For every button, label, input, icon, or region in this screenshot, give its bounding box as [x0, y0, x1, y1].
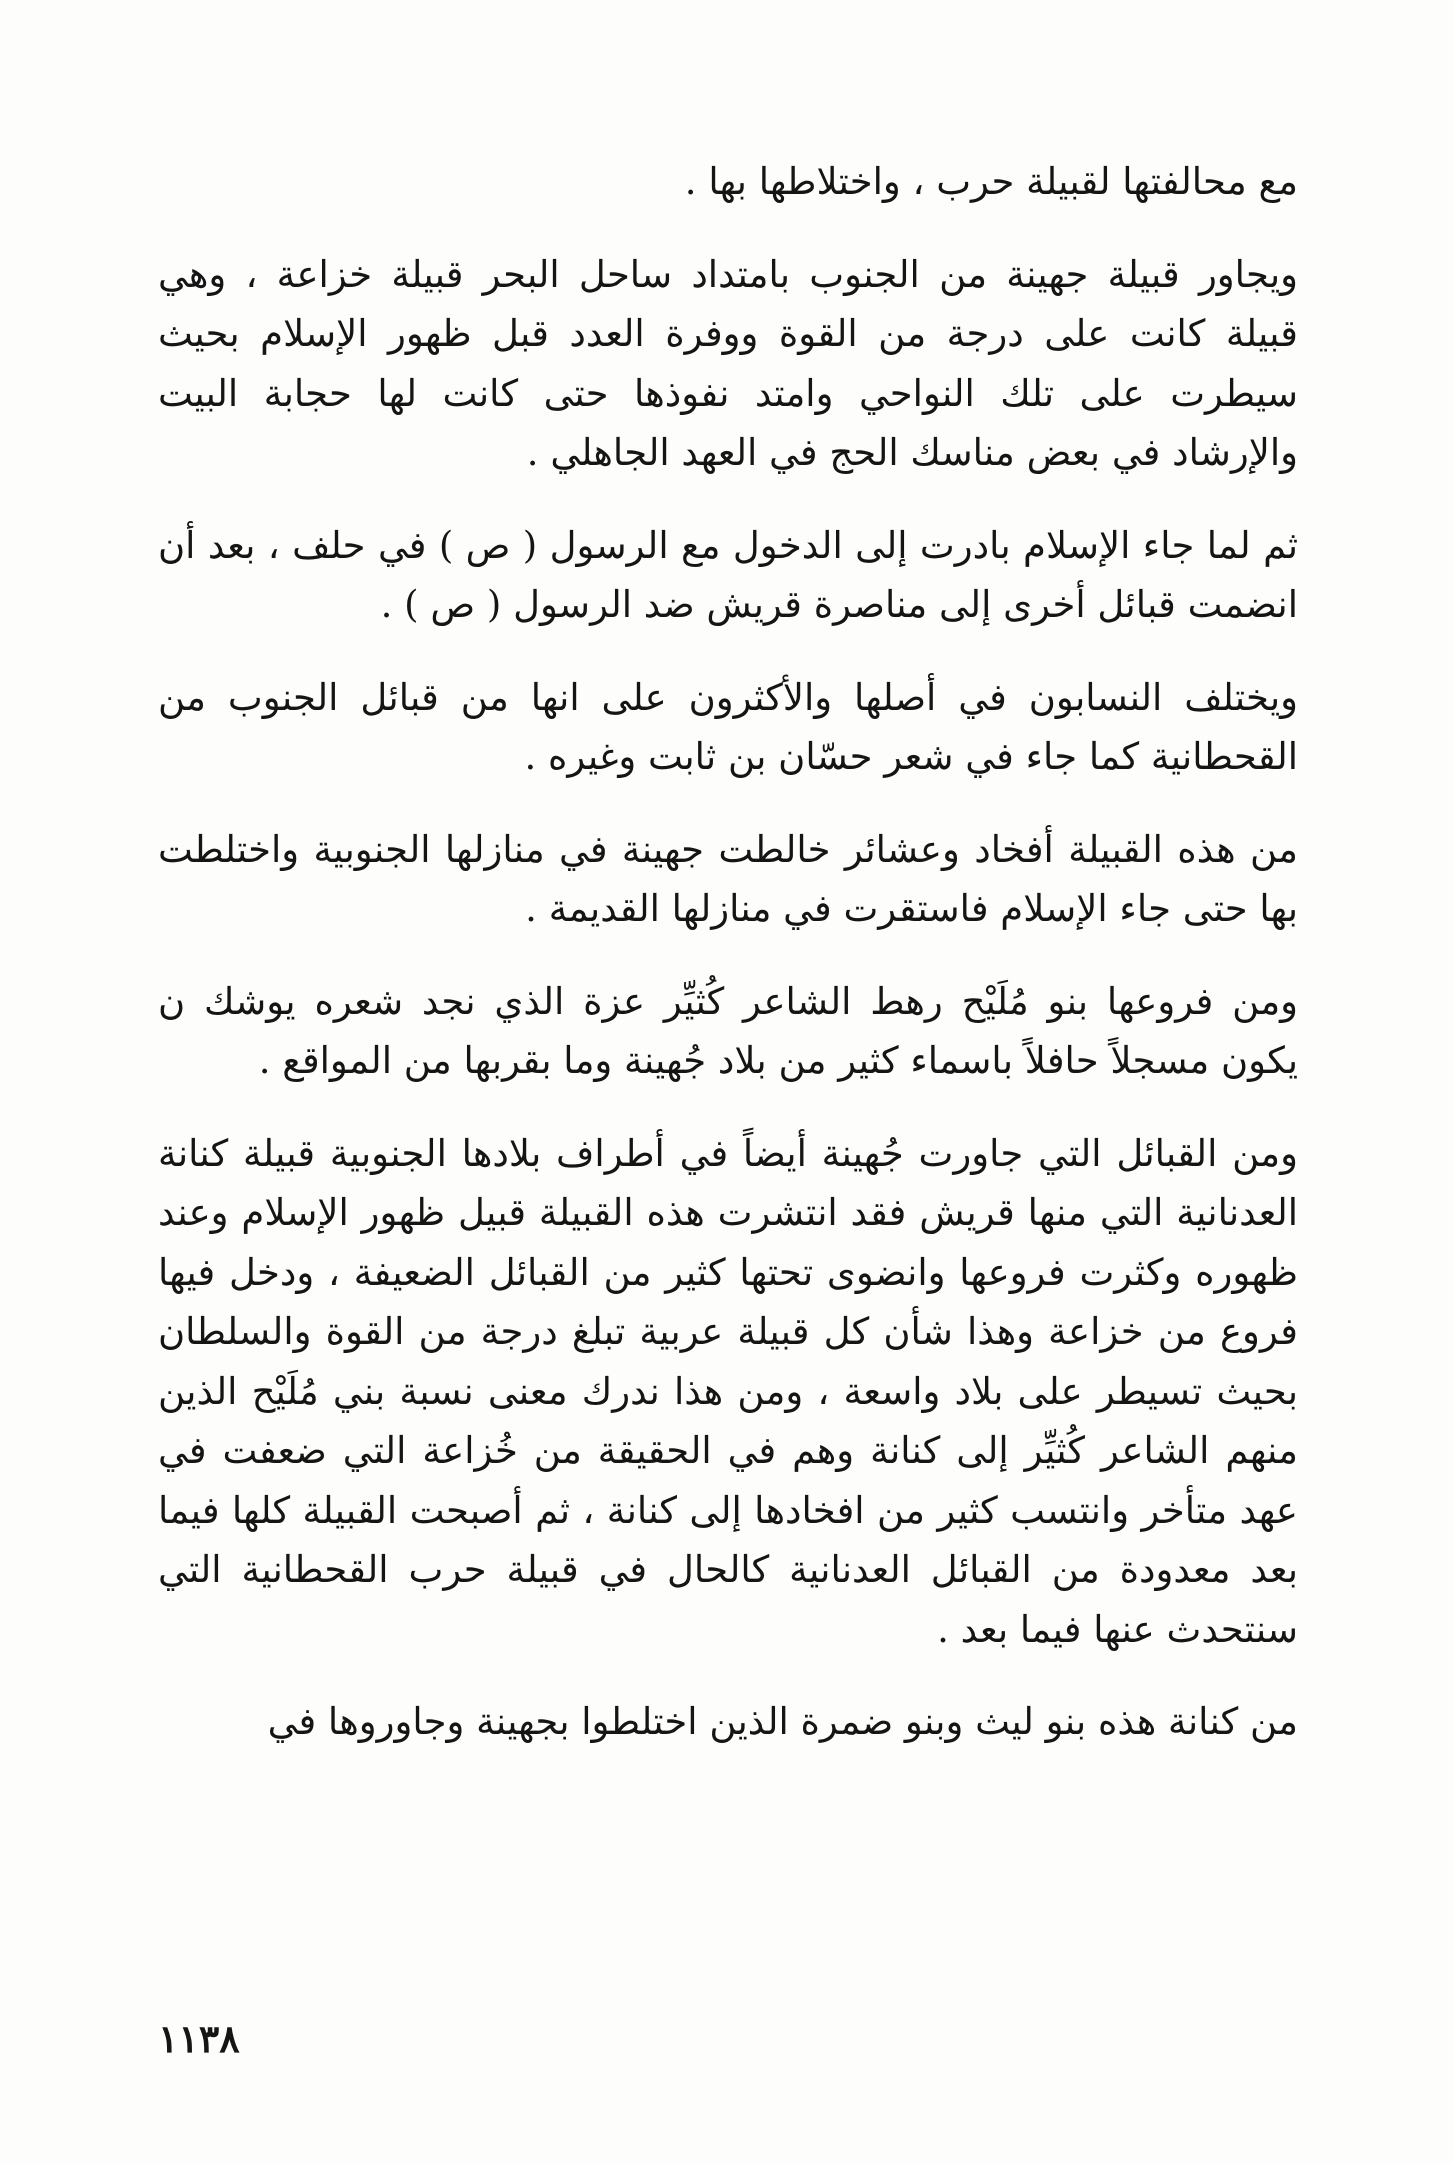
- paragraph-8: من كنانة هذه بنو ليث وبنو ضمرة الذين اختلطوا بجهينة وجاوروها في: [267, 1700, 1298, 1743]
- paragraph-6: ومن فروعها بنو مُلَيْح رهط الشاعر كُثيِّر عزة الذي نجد شعره يوشك ن يكون مسجلاً حافلاً باسماء كثير من بلاد جُهينة وما بقربها من المواقع .: [158, 979, 1298, 1082]
- paragraph-2: ويجاور قبيلة جهينة من الجنوب بامتداد ساحل البحر قبيلة خزاعة ، وهي قبيلة كانت على درجة من القوة ووفرة العدد قبل ظهور الإسلام بحيث سيطرت على تلك النواحي وامتد نفوذها حتى كانت لها حجابة البيت والإرشاد في بعض مناسك الحج في العهد الجاهلي .: [158, 252, 1298, 474]
- paragraph-7: ومن القبائل التي جاورت جُهينة أيضاً في أطراف بلادها الجنوبية قبيلة كنانة العدنانية التي منها قريش فقد انتشرت هذه القبيلة قبيل ظهور الإسلام وعند ظهوره وكثرت فروعها وانضوى تحتها كثير من القبائل الضعيفة ، ودخل فيها فروع من خزاعة وهذا شأن كل قبيلة عربية تبلغ درجة من القوة والسلطان بحيث تسيطر على بلاد واسعة ، ومن هذا ندرك معنى نسبة بني مُلَيْح الذين منهم الشاعر كُثيِّر إلى كنانة وهم في الحقيقة من خُزاعة التي ضعفت في عهد متأخر وانتسب كثير من افخادها إلى كنانة ، ثم أصبحت القبيلة كلها فيما بعد معدودة من القبائل العدنانية كالحال في قبيلة حرب القحطانية التي سنتحدث عنها فيما بعد .: [158, 1131, 1298, 1651]
- page-number: ١١٣٨: [158, 2016, 240, 2061]
- paragraph-5: من هذه القبيلة أفخاد وعشائر خالطت جهينة في منازلها الجنوبية واختلطت بها حتى جاء الإسلام فاستقرت في منازلها القديمة .: [158, 827, 1298, 930]
- paragraph-3: ثم لما جاء الإسلام بادرت إلى الدخول مع الرسول ( ص ) في حلف ، بعد أن انضمت قبائل أخرى إلى مناصرة قريش ضد الرسول ( ص ) .: [158, 523, 1298, 626]
- paragraph-1: مع محالفتها لقبيلة حرب ، واختلاطها بها .: [684, 160, 1298, 203]
- body-text: [158, 152, 1298, 1752]
- paragraph-4: ويختلف النسابون في أصلها والأكثرون على انها من قبائل الجنوب من القحطانية كما جاء في شعر حسّان بن ثابت وغيره .: [158, 675, 1298, 778]
